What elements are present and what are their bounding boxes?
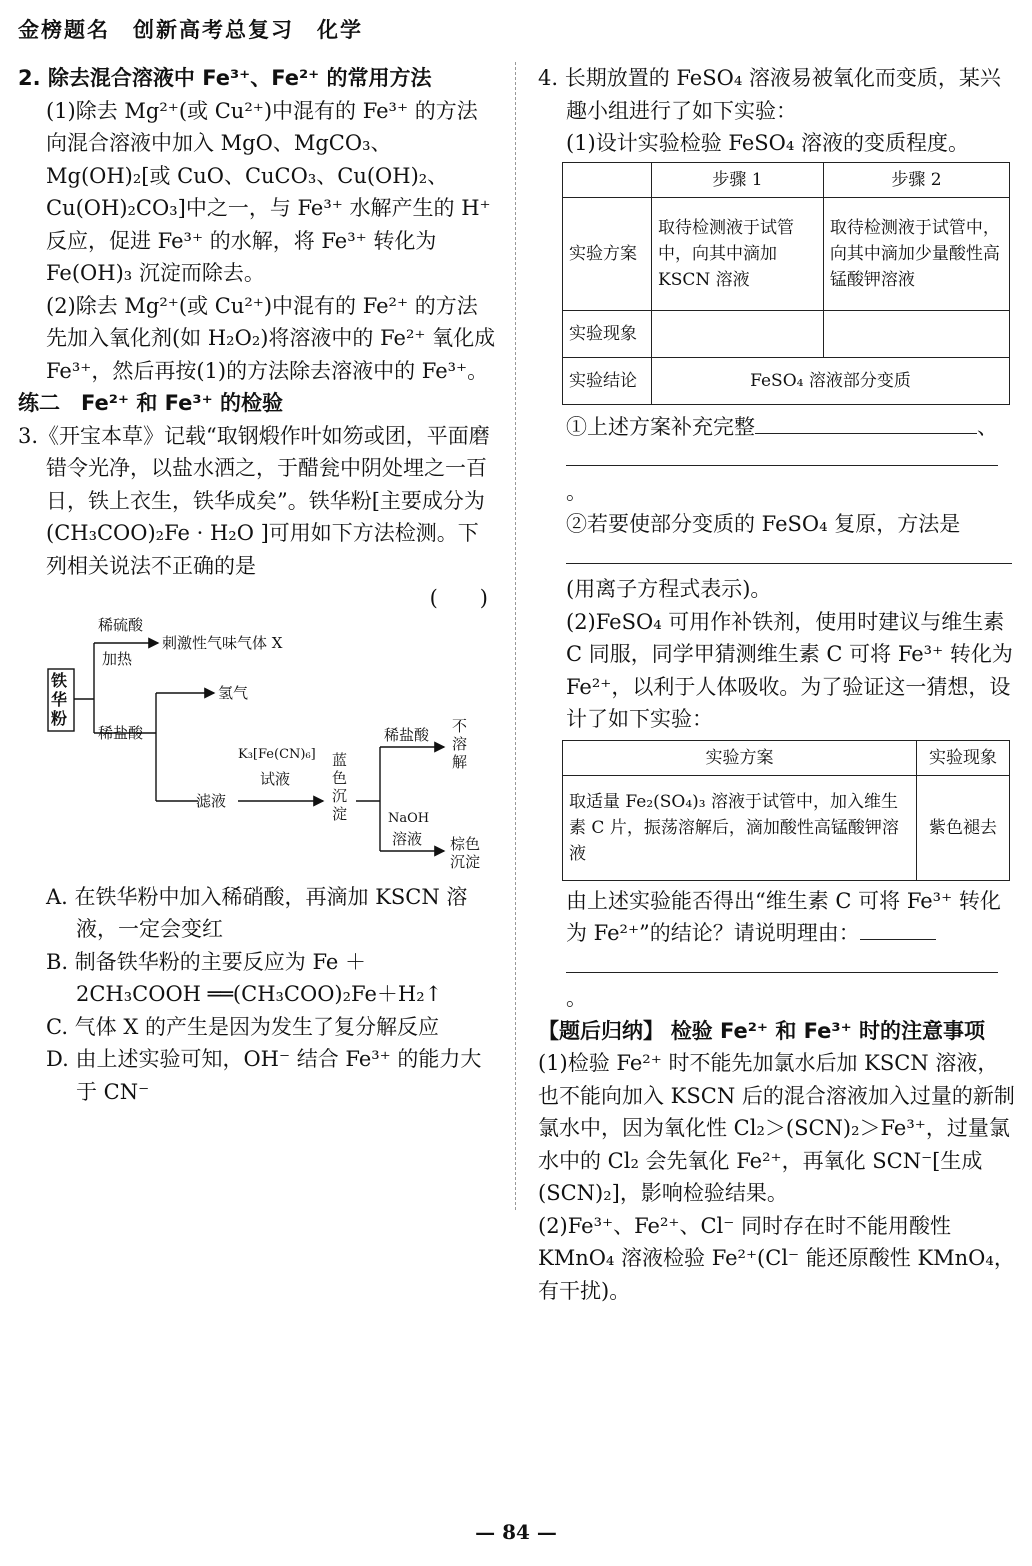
answer-bracket: ( ) [429, 586, 488, 610]
q4-part2-question-line [538, 885, 1016, 950]
q4-part2-period: 。 [566, 986, 587, 1010]
summary-point-1: (1)检验 Fe²⁺ 时不能先加氯水后加 KSCN 溶液，也不能向加入 KSCN 后的混合溶液加入过量的新制氯水中，因为氧化性 Cl₂＞(SCN)₂＞Fe³⁺，过量氯水中的 Cl₂ 会先氧化 Fe²⁺，再氧化 SCN⁻[生成(SCN)₂]，影响检验结果。 [538, 1051, 1015, 1205]
summary-point-2: (2)Fe³⁺、Fe²⁺、Cl⁻ 同时存在时不能用酸性 KMnO₄ 溶液检验 Fe²⁺(Cl⁻ 能还原酸性 KMnO₄，有干扰)。 [538, 1213, 1015, 1303]
table1-step1-head: 步骤 1 [652, 162, 824, 197]
table1-row3-value: FeSO₄ 溶液部分变质 [652, 357, 1010, 404]
label-brown: 棕色沉淀 [450, 834, 481, 871]
table2-head2: 实验现象 [917, 740, 1010, 775]
q4-part2-blank-line [538, 950, 1016, 1015]
label-gas-x: 刺激性气味气体 X [162, 633, 283, 652]
table2-head1: 实验方案 [563, 740, 917, 775]
label-acid1: 稀硫酸 [98, 615, 144, 634]
label-reagent: K₃[Fe(CN)₆] [238, 746, 316, 762]
table1-row1-label: 实验方案 [563, 197, 652, 310]
q2-part2-body: 先加入氧化剂(如 H₂O₂)将溶液中的 Fe²⁺ 氧化成 Fe³⁺，然后再按(1)的方法除去溶液中的 Fe³⁺。 [46, 326, 496, 383]
q4-sub1-sep: 、 [977, 414, 998, 439]
q3-stem: 3.《开宝本草》记载“取钢煅作叶如笏或团，平面磨错令光净，以盐水洒之，于醋瓮中阴处埋之一百日，铁上衣生，铁华成矣”。铁华粉[主要成分为(CH₃COO)₂Fe · H₂O ]可用如下方法检测。下列相关说法不正确的是 [18, 423, 490, 578]
q2-title: 2. 除去混合溶液中 Fe³⁺、Fe²⁺ 的常用方法 [18, 66, 432, 90]
column-divider [515, 62, 516, 1210]
q4-sub1: ①上述方案补充完整 [566, 414, 755, 439]
table1-corner [563, 162, 652, 197]
answer-blank-2[interactable] [566, 443, 998, 466]
page-number: — 84 — [475, 1520, 557, 1544]
table2-cell2: 紫色褪去 [917, 775, 1010, 880]
answer-blank-5[interactable] [566, 950, 998, 973]
label-naoh2: 溶液 [392, 829, 423, 848]
summary-title: 检验 Fe²⁺ 和 Fe³⁺ 时的注意事项 [670, 1018, 985, 1043]
q4-sub2-tail: (用离子方程式表示)。 [566, 577, 772, 601]
table1-row3-label: 实验结论 [563, 357, 652, 404]
table1-row1-step2: 取待检测液于试管中，向其中滴加少量酸性高锰酸钾溶液 [823, 197, 1009, 310]
section-title: 练二 Fe²⁺ 和 Fe³⁺ 的检验 [18, 391, 283, 415]
label-insoluble: 不溶解 [452, 716, 468, 771]
label-naoh: NaOH [388, 810, 430, 826]
experiment-table-2 [562, 740, 1010, 881]
option-d: D. 由上述实验可知，OH⁻ 结合 Fe³⁺ 的能力大于 CN⁻ [46, 1047, 482, 1104]
answer-blank-4[interactable] [860, 917, 936, 940]
label-acid2: 稀盐酸 [98, 723, 144, 742]
label-hcl: 稀盐酸 [384, 725, 430, 744]
label-h2: 氢气 [218, 683, 249, 702]
q2-part2-title: (2)除去 Mg²⁺(或 Cu²⁺)中混有的 Fe²⁺ 的方法 [46, 293, 478, 318]
q4-part2: (2)FeSO₄ 可用作补铁剂，使用时建议与维生素 C 同服，同学甲猜测维生素 C 可将 Fe³⁺ 转化为 Fe²⁺，以利于人体吸收。为了验证这一猜想，设计了如下实验： [566, 609, 1013, 731]
label-heat: 加热 [102, 649, 133, 668]
q2-part1-title: (1)除去 Mg²⁺(或 Cu²⁺)中混有的 Fe³⁺ 的方法 [46, 98, 478, 123]
q4-sub2-blank-line [538, 541, 1016, 574]
table1-row2-step2-blank [823, 310, 1009, 357]
summary-tag: 【题后归纳】 [538, 1018, 664, 1043]
q4-sub2: ②若要使部分变质的 FeSO₄ 复原，方法是 [566, 512, 961, 536]
table1-row1-step1: 取待检测液于试管中，向其中滴加 KSCN 溶液 [652, 197, 824, 310]
summary-heading [538, 1015, 1016, 1048]
experiment-table-1 [562, 162, 1010, 405]
table1-step2-head: 步骤 2 [823, 162, 1009, 197]
table1-row2-step1-blank [652, 310, 824, 357]
label-filtrate: 滤液 [196, 791, 227, 810]
running-header: 金榜题名 创新高考总复习 化学 [18, 18, 363, 42]
q4-sub1-line2 [538, 443, 1016, 508]
table1-row2-label: 实验现象 [563, 310, 652, 357]
option-c: C. 气体 X 的产生是因为发生了复分解反应 [46, 1014, 439, 1039]
q4-sub1-line [538, 411, 1016, 444]
left-column [18, 62, 496, 1108]
right-column [538, 62, 1016, 1307]
flow-diagram [18, 615, 496, 881]
q4-sub1-period: 。 [566, 479, 587, 504]
table2-cell1: 取适量 Fe₂(SO₄)₃ 溶液于试管中，加入维生素 C 片，振荡溶解后，滴加酸性高锰酸钾溶液 [563, 775, 917, 880]
answer-blank-3[interactable] [566, 541, 1012, 564]
label-reagent2: 试液 [260, 769, 291, 788]
answer-blank-1[interactable] [755, 411, 977, 434]
q2-part1-body: 向混合溶液中加入 MgO、MgCO₃、Mg(OH)₂[或 CuO、CuCO₃、Cu(OH)₂、Cu(OH)₂CO₃]中之一，与 Fe³⁺ 水解产生的 H⁺ 反应，促进 Fe³⁺ 的水解，将 Fe³⁺ 转化为 Fe(OH)₃ 沉淀而除去。 [46, 131, 491, 285]
option-a: A. 在铁华粉中加入稀硝酸，再滴加 KSCN 溶液，一定会变红 [46, 884, 468, 941]
q4-part2-question: 由上述实验能否得出“维生素 C 可将 Fe³⁺ 转化为 Fe²⁺”的结论？请说明理由： [566, 888, 1001, 945]
q4-part1: (1)设计实验检验 FeSO₄ 溶液的变质程度。 [566, 131, 969, 155]
option-b: B. 制备铁华粉的主要反应为 Fe ＋ 2CH₃COOH ══(CH₃COO)₂Fe＋H₂↑ [46, 949, 443, 1006]
label-blue: 蓝色沉淀 [332, 750, 348, 823]
label-start: 铁华粉 [51, 670, 68, 728]
q4-stem: 4. 长期放置的 FeSO₄ 溶液易被氧化而变质，某兴趣小组进行了如下实验： [538, 66, 1001, 123]
